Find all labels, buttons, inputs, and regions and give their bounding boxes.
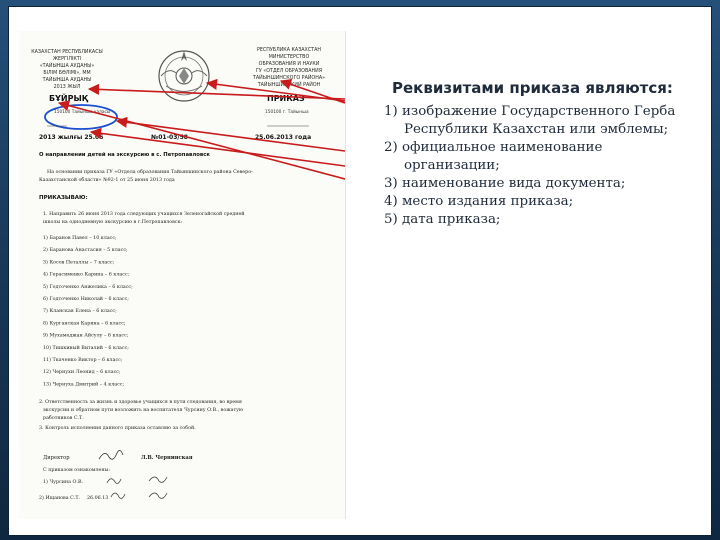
right-place: 150100 г. Тайынша xyxy=(265,110,309,115)
left-header-line: КАЗАХСТАН РЕСПУБЛИКАСЫ xyxy=(31,50,103,55)
left-place: 150100 Тайынша қаласы xyxy=(54,110,111,115)
requisite-line: 5) дата приказа; xyxy=(384,212,501,227)
student-line: 13) Чернуха Дмитрий – 4 класс; xyxy=(43,382,125,388)
student-line: 3) Косов Петаллы – 7 класс; xyxy=(43,260,115,266)
student-line: 11) Ткаченко Виктор – 6 класс; xyxy=(43,358,123,363)
item2-line: экскурсии и обратном пути возложить на воспитателя Чурсину О.В., вожатую xyxy=(43,408,244,413)
student-line: 12) Чернухи Леонид – 6 класс; xyxy=(43,370,121,376)
document-number: №01-03/58 xyxy=(151,134,188,141)
student-line: 5) Годточенко Анжелика – 6 класс; xyxy=(43,284,133,290)
requisite-item xyxy=(384,211,714,229)
slide-frame xyxy=(8,6,712,536)
right-header-line: ТАЙЫНШИНСКОГО РАЙОНА» xyxy=(252,76,326,81)
item1-line: 1. Направить 26 июня 2013 года следующих учащихся Зеленогайской средней xyxy=(43,212,245,217)
acquainted-label: С приказом ознакомлены: xyxy=(43,468,110,473)
slide-heading: Реквизитами приказа являются: xyxy=(392,79,673,97)
student-line: 4) Герасименко Карина – 6 класс; xyxy=(43,272,130,278)
student-line: 6) Годточенко Николай – 6 класс; xyxy=(43,297,129,302)
requisite-line: 4) место издания приказа; xyxy=(384,194,574,209)
left-header-line: ТАЙЫНША АУДАНЫ xyxy=(42,78,92,83)
requisite-line-cont: организации; xyxy=(404,158,500,173)
order-word: ПРИКАЗЫВАЮ: xyxy=(39,195,88,201)
left-header-line: ЖЕРГІЛІКТІ xyxy=(52,57,82,62)
item2-line: работников С.Т. xyxy=(43,416,84,421)
student-line: 9) Мухамеджан Айсулу – 6 класс; xyxy=(43,333,129,339)
right-header-line: ТАЙЫНШИНСКИЙ РАЙОН xyxy=(257,83,321,88)
left-header-line: «ТАЙЫНША АУДАНЫ» xyxy=(39,64,95,69)
director-signature xyxy=(99,450,123,459)
left-header-line: БІЛІМ БӨЛІМІ», ММ xyxy=(43,71,91,76)
student-line: 10) Тишкиный Виталий – 6 класс; xyxy=(43,345,129,351)
requisite-item xyxy=(384,103,714,139)
director-name: Л.В. Чернинская xyxy=(141,455,193,461)
student-line: 2) Баранова Анастасия – 5 класс; xyxy=(43,248,128,254)
left-date: 2013 жылғы 25.06 xyxy=(39,134,104,141)
requisite-line-cont: Республики Казахстан или эмблемы; xyxy=(404,122,669,137)
left-document-type: БҰЙРЫҚ xyxy=(49,94,88,103)
requisite-item xyxy=(384,139,714,175)
right-header-line: МИНИСТЕРСТВО xyxy=(268,55,310,60)
requisite-line: 1) изображение Государственного Герба xyxy=(384,104,676,119)
right-header-line: ОБРАЗОВАНИЯ И НАУКИ xyxy=(258,62,320,67)
requisite-item xyxy=(384,175,714,193)
basis-line: Казахстанской области» №92-1 от 25 июня 2013 года xyxy=(39,178,175,183)
basis-line: На основании приказа ГУ «Отдела образования Тайыншинского района Северо- xyxy=(47,170,253,175)
acquainted-date: 26.06.13 xyxy=(87,496,109,501)
item2-line: 2. Ответственность за жизнь и здоровье учащихся в пути следования, во время xyxy=(39,400,242,405)
student-line: 1) Баранов Павел – 10 класс; xyxy=(43,236,117,241)
right-header-line: ГУ «ОТДЕЛ ОБРАЗОВАНИЯ xyxy=(255,69,323,74)
item3-line: 3. Контроль исполнения данного приказа оставляю за собой. xyxy=(39,426,196,431)
order-document-scan xyxy=(19,31,346,519)
right-date: 25.06.2013 года xyxy=(255,134,312,141)
item1-line: школы на однодневную экскурсию в г.Петропавловск: xyxy=(43,220,183,225)
order-document-svg xyxy=(19,31,345,519)
left-header-line: 2013 ЖЫЛ xyxy=(53,85,81,90)
acquainted-2: 2) Ищанова С.Т. xyxy=(39,496,81,501)
director-label: Директор xyxy=(43,455,70,461)
student-line: 8) Курганская Карина – 6 класс; xyxy=(43,321,126,327)
requisite-line: 2) официальное наименование xyxy=(384,140,603,155)
student-line: 7) Кланская Елена – 6 класс; xyxy=(43,309,117,315)
acquainted-1: 1) Чурсина О.В. xyxy=(43,480,84,485)
document-subject: О направлении детей на экскурсию в с. Петропавловск xyxy=(39,152,210,158)
requisite-line: 3) наименование вида документа; xyxy=(384,176,626,191)
right-header-line: РЕСПУБЛИКА КАЗАХСТАН xyxy=(257,48,321,53)
requisites-list xyxy=(384,103,714,229)
acquainted-2-signature xyxy=(111,493,167,498)
right-document-type: ПРИКАЗ xyxy=(267,94,305,103)
acquainted-1-signature xyxy=(107,477,167,483)
requisite-item xyxy=(384,193,714,211)
